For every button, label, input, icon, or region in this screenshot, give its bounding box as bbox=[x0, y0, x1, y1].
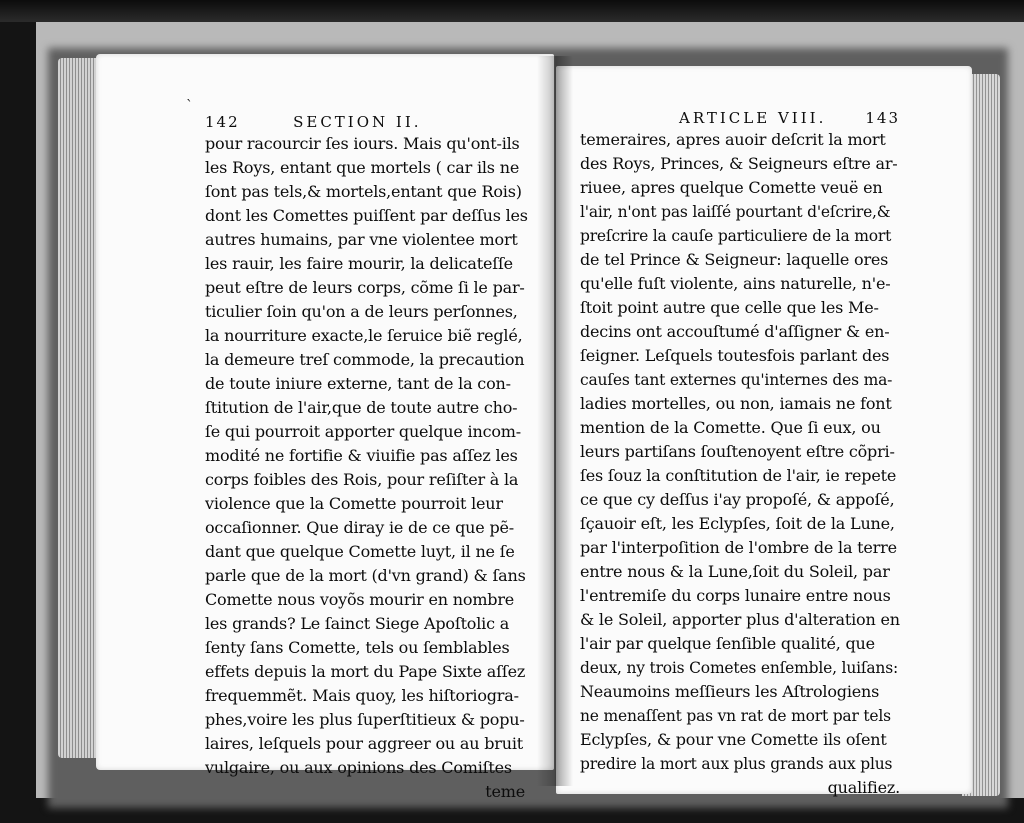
text-line: autres humains, par vne violentee mort bbox=[205, 230, 518, 249]
text-line: modité ne fortifie & viuifie pas aſſez les bbox=[205, 446, 518, 465]
text-line: predire la mort aux plus grands aux plus bbox=[580, 755, 893, 773]
catchword: teme bbox=[485, 782, 525, 801]
text-line: les rauir, les faire mourir, la delicateſſe bbox=[205, 254, 513, 273]
text-line: des Roys, Princes, & Seigneurs eſtre ar- bbox=[580, 154, 898, 173]
text-line: Neaumoins meſſieurs les Aſtrologiens bbox=[580, 682, 880, 701]
text-line: ticulier ſoin qu'on a de leurs perſonnes, bbox=[205, 302, 518, 321]
left-page-header bbox=[205, 110, 535, 130]
text-line: qualifiez. bbox=[827, 778, 900, 797]
text-line: les grands? Le ſainct Siege Apoſtolic a bbox=[205, 614, 510, 633]
text-line: qu'elle fuſt violente, ains naturelle, n'e- bbox=[580, 274, 891, 293]
text-line: cauſes tant externes qu'internes des ma- bbox=[580, 371, 893, 389]
text-line: Eclypſes, & pour vne Comette ils oſent bbox=[580, 730, 887, 749]
text-line: peut eſtre de leurs corps, cõme ſi le par- bbox=[205, 278, 525, 297]
text-line: effets depuis la mort du Pape Sixte aſſez bbox=[205, 662, 526, 681]
text-line: corps foibles des Rois, pour reſiſter à la bbox=[205, 470, 519, 489]
text-line: ſe qui pourroit apporter quelque incom- bbox=[205, 422, 521, 441]
text-line: mention de la Comette. Que ſi eux, ou bbox=[580, 418, 881, 437]
text-line: de toute iniure externe, tant de la con- bbox=[205, 374, 511, 393]
text-line: ce que cy deſſus i'ay propoſé, & appoſé, bbox=[580, 490, 895, 509]
text-line: decins ont accouſtumé d'aſſigner & en- bbox=[580, 322, 890, 341]
text-line: phes,voire les plus ſuperſtitieux & popu- bbox=[205, 710, 525, 729]
text-line: de tel Prince & Seigneur: laquelle ores bbox=[580, 250, 889, 269]
text-line: entre nous & la Lune,ſoit du Soleil, par bbox=[580, 562, 890, 581]
text-line: temeraires, apres auoir deſcrit la mort bbox=[580, 130, 886, 149]
text-line: ſont pas tels,& mortels,entant que Rois) bbox=[205, 182, 522, 201]
text-line: Comette nous voyõs mourir en nombre bbox=[205, 590, 515, 609]
page-number: 142 bbox=[205, 113, 240, 131]
text-line: ſeigner. Leſquels toutesfois parlant des bbox=[580, 346, 890, 365]
running-head: SECTION II. bbox=[293, 113, 422, 131]
text-line: ſenty ſans Comette, tels ou ſemblables bbox=[205, 638, 510, 657]
right-page-header bbox=[580, 106, 900, 126]
text-line: ne menaſſent pas vn rat de mort par tels bbox=[580, 707, 891, 725]
running-head: ARTICLE VIII. bbox=[679, 109, 827, 127]
text-line: ſçauoir eſt, les Eclypſes, ſoit de la Lune, bbox=[580, 514, 895, 533]
text-line: ladies mortelles, ou non, iamais ne font bbox=[580, 394, 892, 413]
book-gutter bbox=[537, 56, 573, 786]
page-number: 143 bbox=[865, 109, 900, 127]
text-line: & le Soleil, apporter plus d'alteration en bbox=[580, 610, 900, 629]
text-line: vulgaire, ou aux opinions des Comiſtes bbox=[205, 758, 512, 777]
text-line: l'air par quelque ſenſible qualité, que bbox=[580, 634, 875, 653]
text-line: violence que la Comette pourroit leur bbox=[205, 494, 503, 513]
text-line: occaſionner. Que diray ie de ce que pẽ- bbox=[205, 518, 514, 537]
text-line: l'air, n'ont pas laiſſé pourtant d'eſcrire,& bbox=[580, 203, 891, 221]
text-line: ſtitution de l'air,que de toute autre cho- bbox=[205, 398, 518, 417]
text-line: par l'interpoſition de l'ombre de la terre bbox=[580, 538, 897, 557]
photo-top-border bbox=[0, 0, 1024, 22]
text-line: la nourriture exacte,le ſeruice biẽ reglé, bbox=[205, 326, 523, 345]
text-line: frequemmẽt. Mais quoy, les hiſtoriogra- bbox=[205, 686, 519, 705]
left-page-body bbox=[205, 132, 535, 780]
text-line: preſcrire la cauſe particuliere de la mort bbox=[580, 227, 892, 245]
text-line: dont les Comettes puiſſent par deſſus les bbox=[205, 206, 528, 225]
text-line: l'entremiſe du corps lunaire entre nous bbox=[580, 586, 891, 605]
text-line: dant que quelque Comette luyt, il ne ſe bbox=[205, 542, 515, 561]
text-line: ſes ſouz la conſtitution de l'air, ie repete bbox=[580, 466, 897, 485]
right-page-body bbox=[580, 128, 900, 800]
text-line: ſtoit point autre que celle que les Me- bbox=[580, 298, 879, 317]
text-line: parle que de la mort (d'vn grand) & ſans bbox=[205, 566, 526, 585]
margin-mark: ` bbox=[186, 98, 193, 114]
text-line: leurs partiſans ſouſtenoyent eſtre cõpri- bbox=[580, 442, 895, 461]
text-line: deux, ny trois Cometes enſemble, luiſans: bbox=[580, 659, 898, 677]
right-page-text bbox=[580, 109, 900, 800]
text-line: laires, leſquels pour aggreer ou au bruit bbox=[205, 734, 523, 753]
text-line: pour racourcir ſes iours. Mais qu'ont-ils bbox=[205, 134, 520, 153]
text-line: riuee, apres quelque Comette veuë en bbox=[580, 178, 883, 197]
text-line: les Roys, entant que mortels ( car ils ne bbox=[205, 158, 520, 177]
text-line: la demeure treſ commode, la precaution bbox=[205, 350, 525, 369]
left-page-text bbox=[205, 110, 535, 804]
